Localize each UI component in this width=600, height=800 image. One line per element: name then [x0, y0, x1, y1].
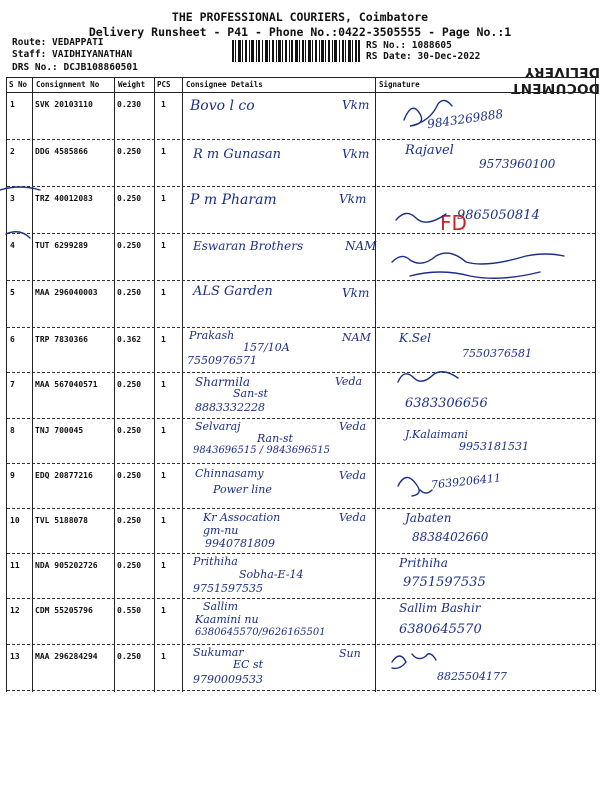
row-pcs: 1	[161, 380, 166, 389]
failed-delivery-mark: FD	[440, 211, 467, 235]
table-row	[7, 280, 595, 328]
consignee-name: Eswaran Brothers	[193, 239, 304, 253]
signature-phone: 9953181531	[459, 440, 529, 453]
signature-name: Sallim Bashir	[399, 601, 481, 615]
row-pcs: 1	[161, 241, 166, 250]
staff-label: Staff: VAIDHIYANATHAN	[12, 49, 133, 60]
row-pcs: 1	[161, 100, 166, 109]
rs-date: RS Date: 30-Dec-2022	[366, 51, 481, 62]
table-header	[7, 78, 595, 93]
row-weight: 0.250	[117, 147, 142, 156]
signature-phone: 9573960100	[479, 157, 556, 171]
row-consignment-no: DDG 4585866	[35, 147, 88, 156]
consignee-phone: 9843696515 / 9843696515	[193, 445, 330, 456]
consignee-address: Ran-st	[257, 432, 293, 445]
row-weight: 0.250	[117, 471, 142, 480]
consignee-address: Kaamini nu	[195, 613, 259, 626]
signature-phone: 9843269888	[426, 106, 504, 132]
row-sno: 2	[10, 147, 15, 156]
rs-number: RS No.: 1088605	[366, 40, 452, 51]
signature-phone: 6380645570	[399, 622, 482, 637]
row-pcs: 1	[161, 426, 166, 435]
row-weight: 0.250	[117, 194, 142, 203]
consignee-address: Sobha-E-14	[239, 568, 304, 581]
consignee-name: Selvaraj	[195, 420, 241, 433]
consignee-name: Kr Assocation	[203, 511, 281, 524]
row-sno: 10	[10, 516, 20, 525]
row-weight: 0.250	[117, 241, 142, 250]
row-pcs: 1	[161, 561, 166, 570]
row-weight: 0.230	[117, 100, 142, 109]
col-header-consignment: Consignment No	[36, 80, 100, 89]
consignee-area: Veda	[339, 420, 367, 433]
col-header-pcs: PCS	[157, 80, 171, 89]
consignee-address: San-st	[233, 387, 268, 400]
row-consignment-no: NDA 905202726	[35, 561, 98, 570]
consignee-area: Vkm	[342, 98, 370, 112]
row-consignment-no: SVK 20103110	[35, 100, 93, 109]
signature-phone: 9751597535	[403, 575, 486, 590]
consignee-name: Sallim	[203, 600, 239, 613]
row-pcs: 1	[161, 147, 166, 156]
consignee-area: Veda	[335, 375, 363, 388]
table-row	[7, 418, 595, 464]
table-row	[7, 372, 595, 419]
consignee-area: NAM	[342, 331, 371, 344]
barcode	[232, 40, 360, 62]
row-consignment-no: TVL 5188078	[35, 516, 88, 525]
signature-phone: 8825504177	[437, 670, 507, 683]
table-row	[7, 92, 595, 140]
runsheet-table	[6, 77, 596, 692]
row-consignment-no: MAA 567040571	[35, 380, 98, 389]
table-row	[7, 598, 595, 645]
signature-phone: 8838402660	[412, 530, 489, 544]
consignee-phone: 6380645570/9626165501	[195, 627, 326, 638]
route-label: Route: VEDAPPATI	[12, 37, 104, 48]
consignee-name: ALS Garden	[193, 284, 273, 299]
row-pcs: 1	[161, 288, 166, 297]
row-consignment-no: EDQ 20877216	[35, 471, 93, 480]
consignee-address: EC st	[233, 658, 264, 671]
consignee-name: R m Gunasan	[193, 147, 282, 162]
row-sno: 1	[10, 100, 15, 109]
row-sno: 12	[10, 606, 20, 615]
row-weight: 0.550	[117, 606, 142, 615]
row-sno: 5	[10, 288, 15, 297]
runsheet-subtitle: Delivery Runsheet - P41 - Phone No.:0422-3505555 - Page No.:1	[88, 25, 512, 39]
drs-number: DRS No.: DCJB108860501	[12, 62, 138, 73]
row-consignment-no: CDM 55205796	[35, 606, 93, 615]
row-weight: 0.250	[117, 288, 142, 297]
consignee-name: Prakash	[189, 329, 235, 342]
consignee-area: Veda	[339, 511, 367, 524]
col-header-sno: S No	[9, 80, 28, 89]
table-row	[7, 553, 595, 599]
row-sno: 4	[10, 241, 15, 250]
company-title: THE PROFESSIONAL COURIERS, Coimbatore	[171, 10, 429, 24]
row-pcs: 1	[161, 652, 166, 661]
table-row	[7, 463, 595, 509]
consignee-address: gm-nu	[203, 524, 239, 537]
signature-name: Rajavel	[405, 143, 454, 158]
row-consignment-no: TRZ 40012083	[35, 194, 93, 203]
consignee-address: Power line	[213, 483, 272, 496]
col-header-signature: Signature	[379, 80, 420, 89]
consignee-phone: 9751597535	[193, 582, 263, 595]
row-sno: 9	[10, 471, 15, 480]
consignee-name: Sharmila	[195, 375, 251, 389]
row-pcs: 1	[161, 471, 166, 480]
row-weight: 0.362	[117, 335, 142, 344]
signature-name: Prithiha	[399, 556, 448, 570]
signature-name: K.Sel	[399, 331, 431, 345]
row-weight: 0.250	[117, 516, 142, 525]
row-consignment-no: TNJ 700045	[35, 426, 84, 435]
table-row	[7, 644, 595, 691]
signature-phone: 7639206411	[430, 471, 502, 492]
consignee-phone: 7550976571	[187, 354, 257, 367]
consignee-name: Bovo l co	[190, 98, 255, 114]
consignee-area: Veda	[339, 469, 367, 482]
consignee-area: Vkm	[342, 286, 370, 300]
consignee-address: 157/10A	[243, 341, 290, 354]
signature-name: J.Kalaimani	[405, 428, 469, 441]
consignee-name: Chinnasamy	[195, 467, 264, 480]
consignee-name: P m Pharam	[190, 192, 277, 208]
row-pcs: 1	[161, 335, 166, 344]
consignee-name: Sukumar	[193, 646, 244, 659]
consignee-name: Prithiha	[193, 555, 238, 568]
table-row	[7, 139, 595, 187]
signature-phone: 7550376581	[462, 347, 532, 360]
row-sno: 6	[10, 335, 15, 344]
signature-name: Jabaten	[405, 511, 452, 525]
document-delivery-stamp: DOCUMENT DELIVERY	[510, 64, 600, 96]
row-consignment-no: TRP 7830366	[35, 335, 88, 344]
row-weight: 0.250	[117, 561, 142, 570]
row-sno: 8	[10, 426, 15, 435]
signature-phone: 6383306656	[405, 396, 488, 411]
consignee-area: Vkm	[339, 192, 367, 206]
row-weight: 0.250	[117, 426, 142, 435]
consignee-phone: 9790009533	[193, 673, 263, 686]
row-sno: 7	[10, 380, 15, 389]
consignee-area: NAM	[345, 239, 377, 253]
table-row	[7, 233, 595, 281]
row-sno: 13	[10, 652, 20, 661]
row-weight: 0.250	[117, 380, 142, 389]
row-sno: 11	[10, 561, 20, 570]
table-row	[7, 508, 595, 554]
row-consignment-no: TUT 6299289	[35, 241, 88, 250]
row-consignment-no: MAA 296284294	[35, 652, 98, 661]
consignee-phone: 8883332228	[195, 401, 265, 414]
row-pcs: 1	[161, 606, 166, 615]
consignee-area: Vkm	[342, 147, 370, 161]
row-pcs: 1	[161, 194, 166, 203]
signature-phone: 9865050814	[457, 208, 540, 223]
table-row	[7, 327, 595, 373]
consignee-area: Sun	[339, 647, 361, 660]
row-pcs: 1	[161, 516, 166, 525]
row-weight: 0.250	[117, 652, 142, 661]
row-consignment-no: MAA 296040003	[35, 288, 98, 297]
col-header-consignee: Consignee Details	[186, 80, 263, 89]
consignee-phone: 9940781809	[205, 537, 275, 550]
table-row	[7, 186, 595, 234]
row-sno: 3	[10, 194, 15, 203]
col-header-weight: Weight	[118, 80, 146, 89]
